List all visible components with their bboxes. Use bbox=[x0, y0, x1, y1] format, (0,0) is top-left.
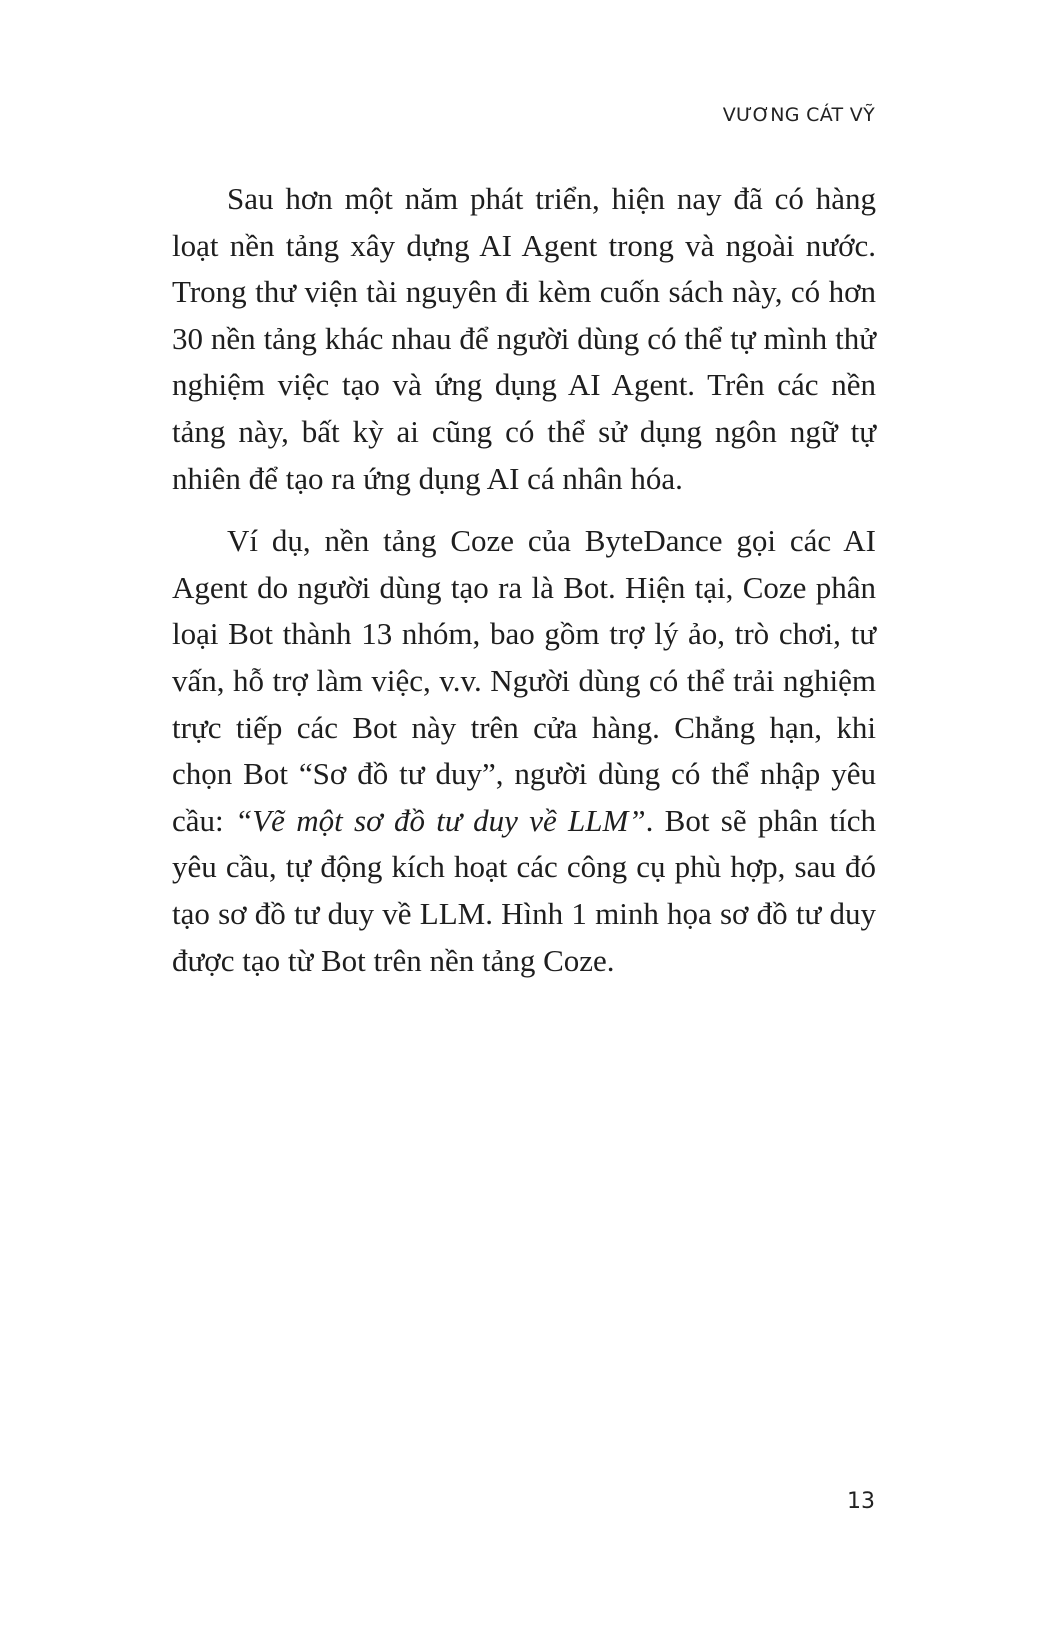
paragraph-2-text-a: Ví dụ, nền tảng Coze của ByteDance gọi các AI Agent do người dùng tạo ra là Bot. Hiện tại, Coze phân loại Bot thành 13 nhóm, bao gồm trợ lý ảo, trò chơi, tư vấn, hỗ trợ làm việc, v.v. Người dùng có thể trải nghiệm trực tiếp các Bot này trên cửa hàng. Chẳng hạn, khi chọn Bot “Sơ đồ tư duy”, người dùng có thể nhập yêu cầu: bbox=[172, 523, 876, 838]
paragraph-1: Sau hơn một năm phát triển, hiện nay đã có hàng loạt nền tảng xây dựng AI Agent trong và ngoài nước. Trong thư viện tài nguyên đi kèm cuốn sách này, có hơn 30 nền tảng khác nhau để người dùng có thể tự mình thử nghiệm việc tạo và ứng dụng AI Agent. Trên các nền tảng này, bất kỳ ai cũng có thể sử dụng ngôn ngữ tự nhiên để tạo ra ứng dụng AI cá nhân hóa. bbox=[172, 181, 876, 496]
running-header-author: VƯƠNG CÁT VỸ bbox=[722, 104, 875, 126]
body-text bbox=[172, 176, 876, 1000]
page-number: 13 bbox=[847, 1489, 875, 1514]
example-prompt-quote: “Vẽ một sơ đồ tư duy về LLM” bbox=[234, 802, 646, 838]
paragraph-2-text-b: . Bot sẽ phân tích yêu cầu, tự động kích hoạt các công cụ phù hợp, sau đó tạo sơ đồ tư duy về LLM. Hình 1 minh họa sơ đồ tư duy được tạo từ Bot trên nền tảng Coze. bbox=[172, 802, 876, 978]
paragraph-2 bbox=[172, 518, 876, 984]
